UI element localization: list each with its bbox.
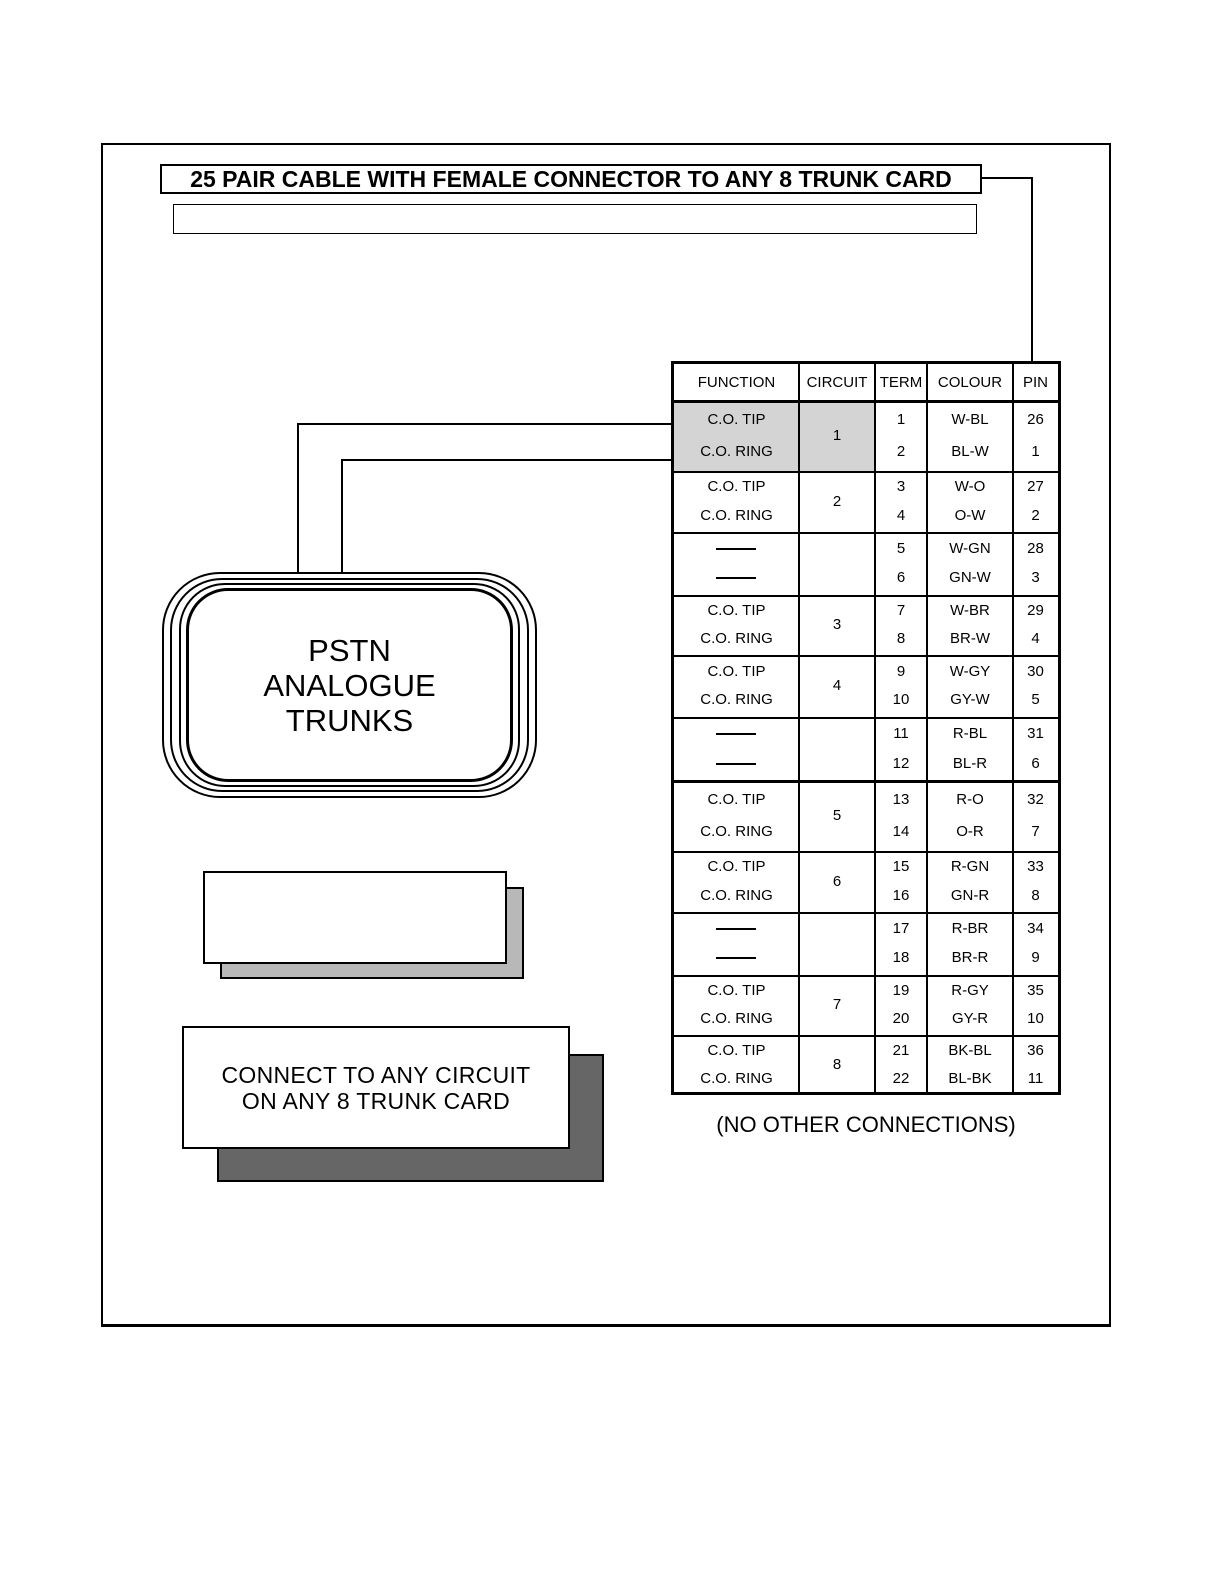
function-co-ring: C.O. RING [700,886,773,904]
pin-number: 36 [1027,1042,1044,1060]
pin-number: 31 [1027,725,1044,743]
pin-number: 10 [1027,1009,1044,1027]
pin-number: 28 [1027,540,1044,557]
term-number: 8 [896,629,906,647]
colour-code: BR-R [951,948,989,966]
term-number: 22 [892,1069,910,1087]
pin-number: 9 [1031,948,1040,966]
circuit-number: 7 [832,996,842,1013]
pin-number: 3 [1031,568,1040,586]
term-number: 17 [892,920,910,937]
colour-code: W-GY [949,662,991,680]
pin-number: 2 [1031,506,1040,524]
function-co-ring: C.O. RING [700,443,773,461]
function-co-tip: C.O. TIP [707,858,766,876]
pin-number: 26 [1027,410,1044,428]
cable-subtitle-box [173,204,977,234]
table-row-divider [674,717,1058,719]
term-number: 11 [893,725,909,743]
colour-code: R-BR [951,920,989,937]
function-co-ring: C.O. RING [700,1009,773,1027]
colour-code: O-R [956,823,984,841]
colour-code: W-BL [951,410,989,428]
function-co-tip: C.O. TIP [707,1042,766,1060]
pin-number: 8 [1031,886,1040,904]
colour-code: BR-W [950,629,990,647]
colour-code: BL-R [952,754,988,772]
colour-code: GN-R [950,886,990,904]
pin-number: 29 [1027,602,1044,620]
function-co-tip: C.O. TIP [707,410,766,428]
pin-number: 6 [1031,754,1040,772]
term-number: 5 [896,540,906,557]
table-row-divider [674,532,1058,534]
pin-number: 27 [1027,478,1044,496]
pin-number: 5 [1031,691,1040,709]
table-row-divider [674,471,1058,473]
unused-function-dash [716,928,756,930]
table-row-divider [674,1035,1058,1037]
function-co-ring: C.O. RING [700,823,773,841]
function-co-tip: C.O. TIP [707,790,766,808]
circuit-number: 3 [832,616,842,633]
pstn-label-line: ANALOGUE [263,667,436,703]
wire-ring-vertical [341,459,343,575]
term-number: 7 [896,602,906,620]
circuit-number: 8 [832,1056,842,1073]
colour-code: R-BL [952,725,988,743]
cable-lead-vertical [1031,177,1033,363]
pin-number: 11 [1027,1069,1044,1087]
term-number: 6 [896,568,906,586]
term-number: 10 [892,691,910,709]
table-row-divider [674,975,1058,977]
blank-box [203,871,507,964]
colour-code: BL-W [951,443,989,461]
term-number: 2 [896,443,906,461]
colour-code: GY-R [951,1009,989,1027]
circuit-number: 1 [832,427,842,444]
pin-number: 35 [1027,982,1044,1000]
unused-function-dash [716,957,756,959]
cable-title: 25 PAIR CABLE WITH FEMALE CONNECTOR TO ANY 8 TRUNK CARD [160,164,982,194]
function-co-ring: C.O. RING [700,506,773,524]
pin-number: 7 [1031,823,1040,841]
function-co-ring: C.O. RING [700,691,773,709]
colour-code: R-GY [951,982,989,1000]
note-line: ON ANY 8 TRUNK CARD [241,1087,511,1114]
note-line: CONNECT TO ANY CIRCUIT [221,1061,531,1088]
header-pin: PIN [1022,374,1048,391]
colour-code: BL-BK [948,1069,992,1087]
header-term: TERM [879,374,923,391]
term-number: 21 [892,1042,910,1060]
pstn-label-line: TRUNKS [285,702,414,738]
pin-number: 30 [1027,662,1044,680]
table-row-divider [674,400,1058,403]
unused-function-dash [716,763,756,765]
table-row-divider [674,655,1058,657]
unused-function-dash [716,577,756,579]
colour-code: R-O [956,790,984,808]
colour-code: R-GN [950,858,990,876]
wire-ring-horizontal [341,459,674,461]
pin-number: 34 [1027,920,1044,937]
colour-code: BK-BL [948,1042,992,1060]
term-number: 13 [892,790,910,808]
colour-code: W-O [954,478,986,496]
colour-code: O-W [954,506,986,524]
header-colour: COLOUR [937,374,1003,391]
colour-code: GN-W [949,568,991,586]
table-row-divider [674,595,1058,597]
table-row-divider [674,851,1058,853]
pin-number: 33 [1027,858,1044,876]
wire-tip-horizontal [297,423,674,425]
footer-note: (NO OTHER CONNECTIONS) [716,1112,1016,1137]
term-number: 14 [892,823,910,841]
term-number: 18 [892,948,910,966]
term-number: 20 [892,1009,910,1027]
function-co-tip: C.O. TIP [707,662,766,680]
term-number: 15 [892,858,910,876]
circuit-number: 5 [832,807,842,824]
term-number: 16 [892,886,910,904]
pstn-box [186,588,513,782]
note-box [182,1026,570,1149]
term-number: 4 [896,506,906,524]
term-number: 12 [892,754,910,772]
term-number: 3 [896,478,906,496]
wire-tip-vertical [297,423,299,575]
pin-number: 4 [1031,629,1040,647]
colour-code: W-BR [950,602,990,620]
unused-function-dash [716,733,756,735]
function-co-ring: C.O. RING [700,1069,773,1087]
cable-lead-horizontal [982,177,1033,179]
table-row-divider [674,780,1058,783]
header-circuit: CIRCUIT [806,374,868,391]
header-function: FUNCTION [697,374,776,391]
unused-function-dash [716,548,756,550]
term-number: 1 [896,410,906,428]
pin-number: 32 [1027,790,1044,808]
colour-code: GY-W [950,691,990,709]
pstn-label-line: PSTN [308,632,391,668]
function-co-tip: C.O. TIP [707,478,766,496]
function-co-ring: C.O. RING [700,629,773,647]
table-row-divider [674,912,1058,914]
term-number: 9 [896,662,906,680]
term-number: 19 [892,982,910,1000]
pin-number: 1 [1031,443,1040,461]
function-co-tip: C.O. TIP [707,982,766,1000]
circuit-number: 2 [832,492,842,510]
circuit-number: 6 [832,872,842,890]
colour-code: W-GN [949,540,991,557]
function-co-tip: C.O. TIP [707,602,766,620]
circuit-number: 4 [832,677,842,694]
wiring-table [671,361,1061,1095]
